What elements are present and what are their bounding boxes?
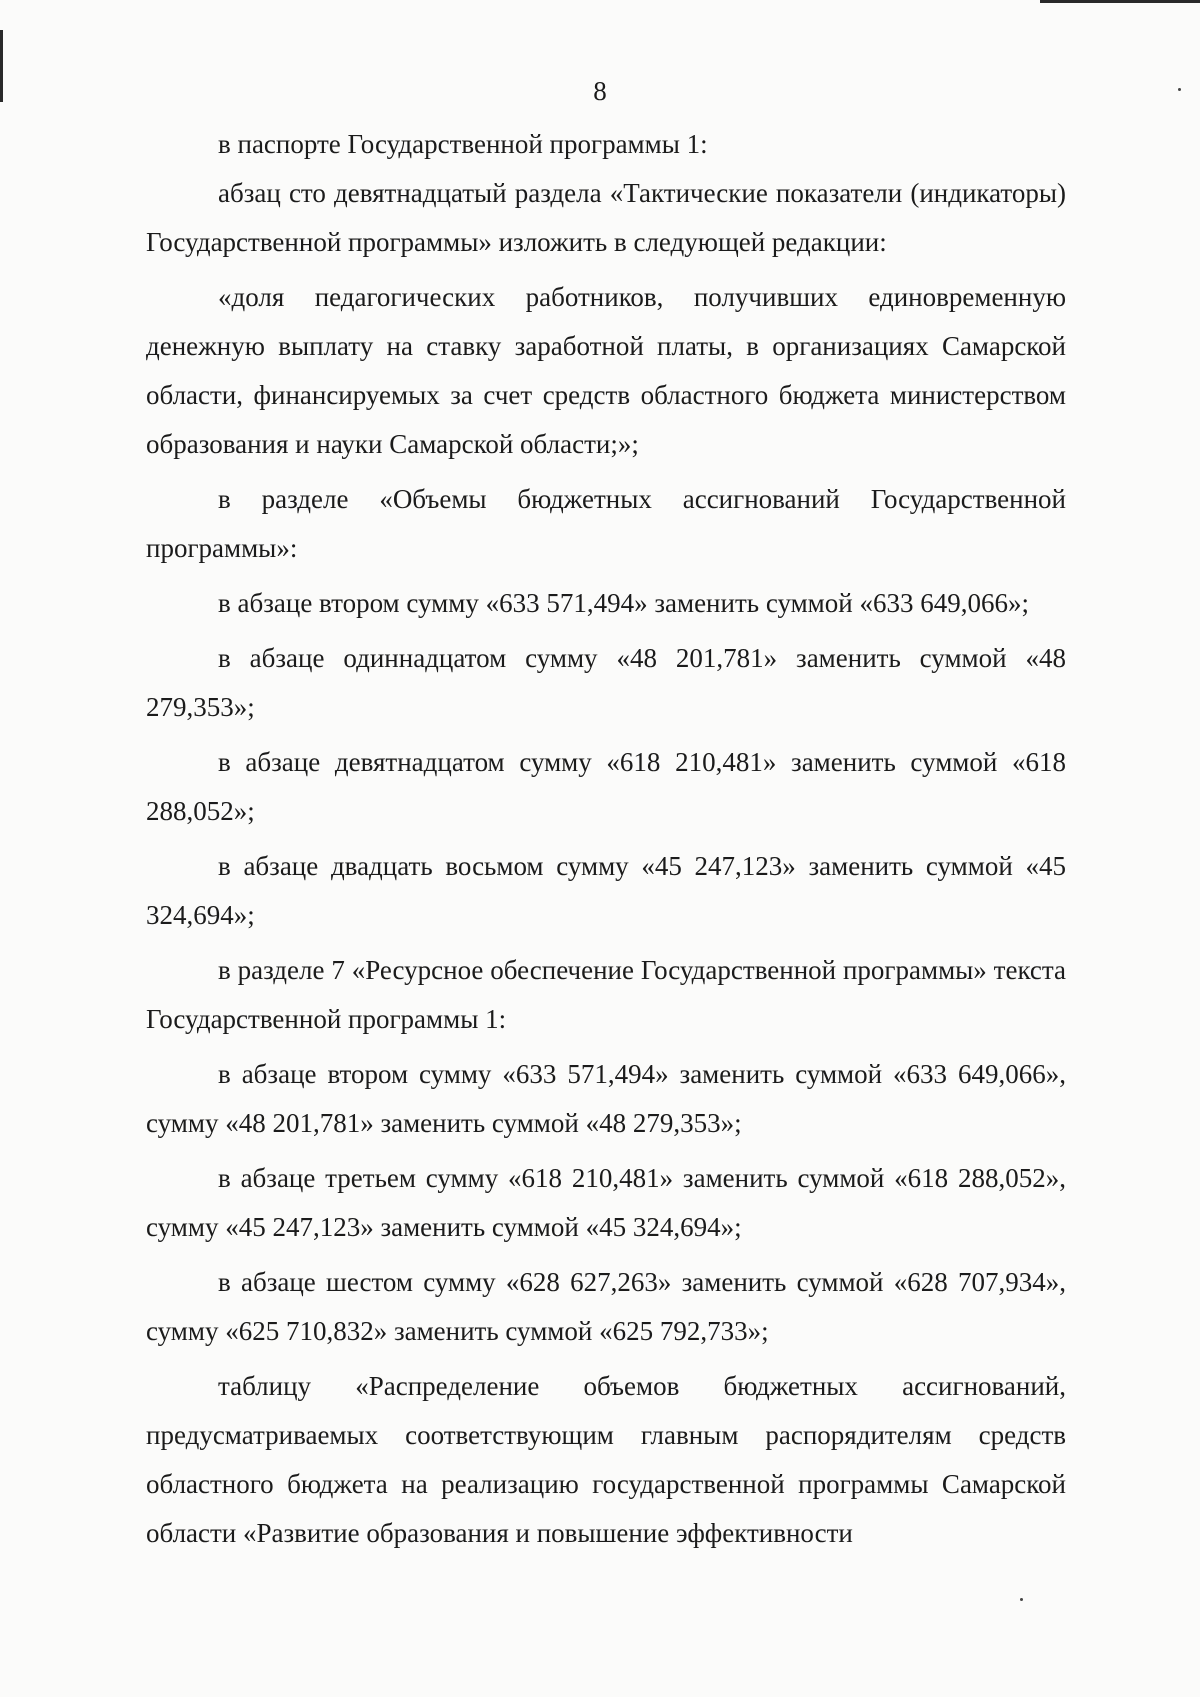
paragraph: таблицу «Распределение объемов бюджетных ассигнований, предусматриваемых соответствующим главным распорядителям средств областного бюджета на реализацию государственной программы Самарской области «Развитие образования и повышение эффективности [146,1371,1066,1548]
paragraph: в абзаце одиннадцатом сумму «48 201,781» заменить суммой «48 279,353»; [146,643,1066,722]
paragraph: в абзаце втором сумму «633 571,494» заменить суммой «633 649,066», сумму «48 201,781» заменить суммой «48 279,353»; [146,1059,1066,1138]
page-number: 8 [593,76,607,106]
paragraph: в абзаце втором сумму «633 571,494» заменить суммой «633 649,066»; [218,588,1029,618]
paragraph: в разделе 7 «Ресурсное обеспечение Государственной программы» текста Государственной программы 1: [146,955,1066,1034]
paragraph: абзац сто девятнадцатый раздела «Тактические показатели (индикаторы) Государственной программы» изложить в следующей редакции: [146,178,1066,257]
scan-speck [1020,1598,1023,1601]
paragraph: в абзаце шестом сумму «628 627,263» заменить суммой «628 707,934», сумму «625 710,832» заменить суммой «625 792,733»; [146,1267,1066,1346]
paragraph: в абзаце третьем сумму «618 210,481» заменить суммой «618 288,052», сумму «45 247,123» заменить суммой «45 324,694»; [146,1163,1066,1242]
paragraph: в разделе «Объемы бюджетных ассигнований Государственной программы»: [146,484,1066,563]
paragraph: в абзаце двадцать восьмом сумму «45 247,123» заменить суммой «45 324,694»; [146,851,1066,930]
paragraph: в абзаце девятнадцатом сумму «618 210,481» заменить суммой «618 288,052»; [146,747,1066,826]
paragraph: «доля педагогических работников, получивших единовременную денежную выплату на ставку заработной платы, в организациях Самарской области, финансируемых за счет средств областного бюджета министерством образования и науки Самарской области;»; [146,282,1066,459]
paragraph: в паспорте Государственной программы 1: [218,129,708,159]
scan-edge-mark [1040,0,1200,3]
document-body [146,120,1066,1558]
